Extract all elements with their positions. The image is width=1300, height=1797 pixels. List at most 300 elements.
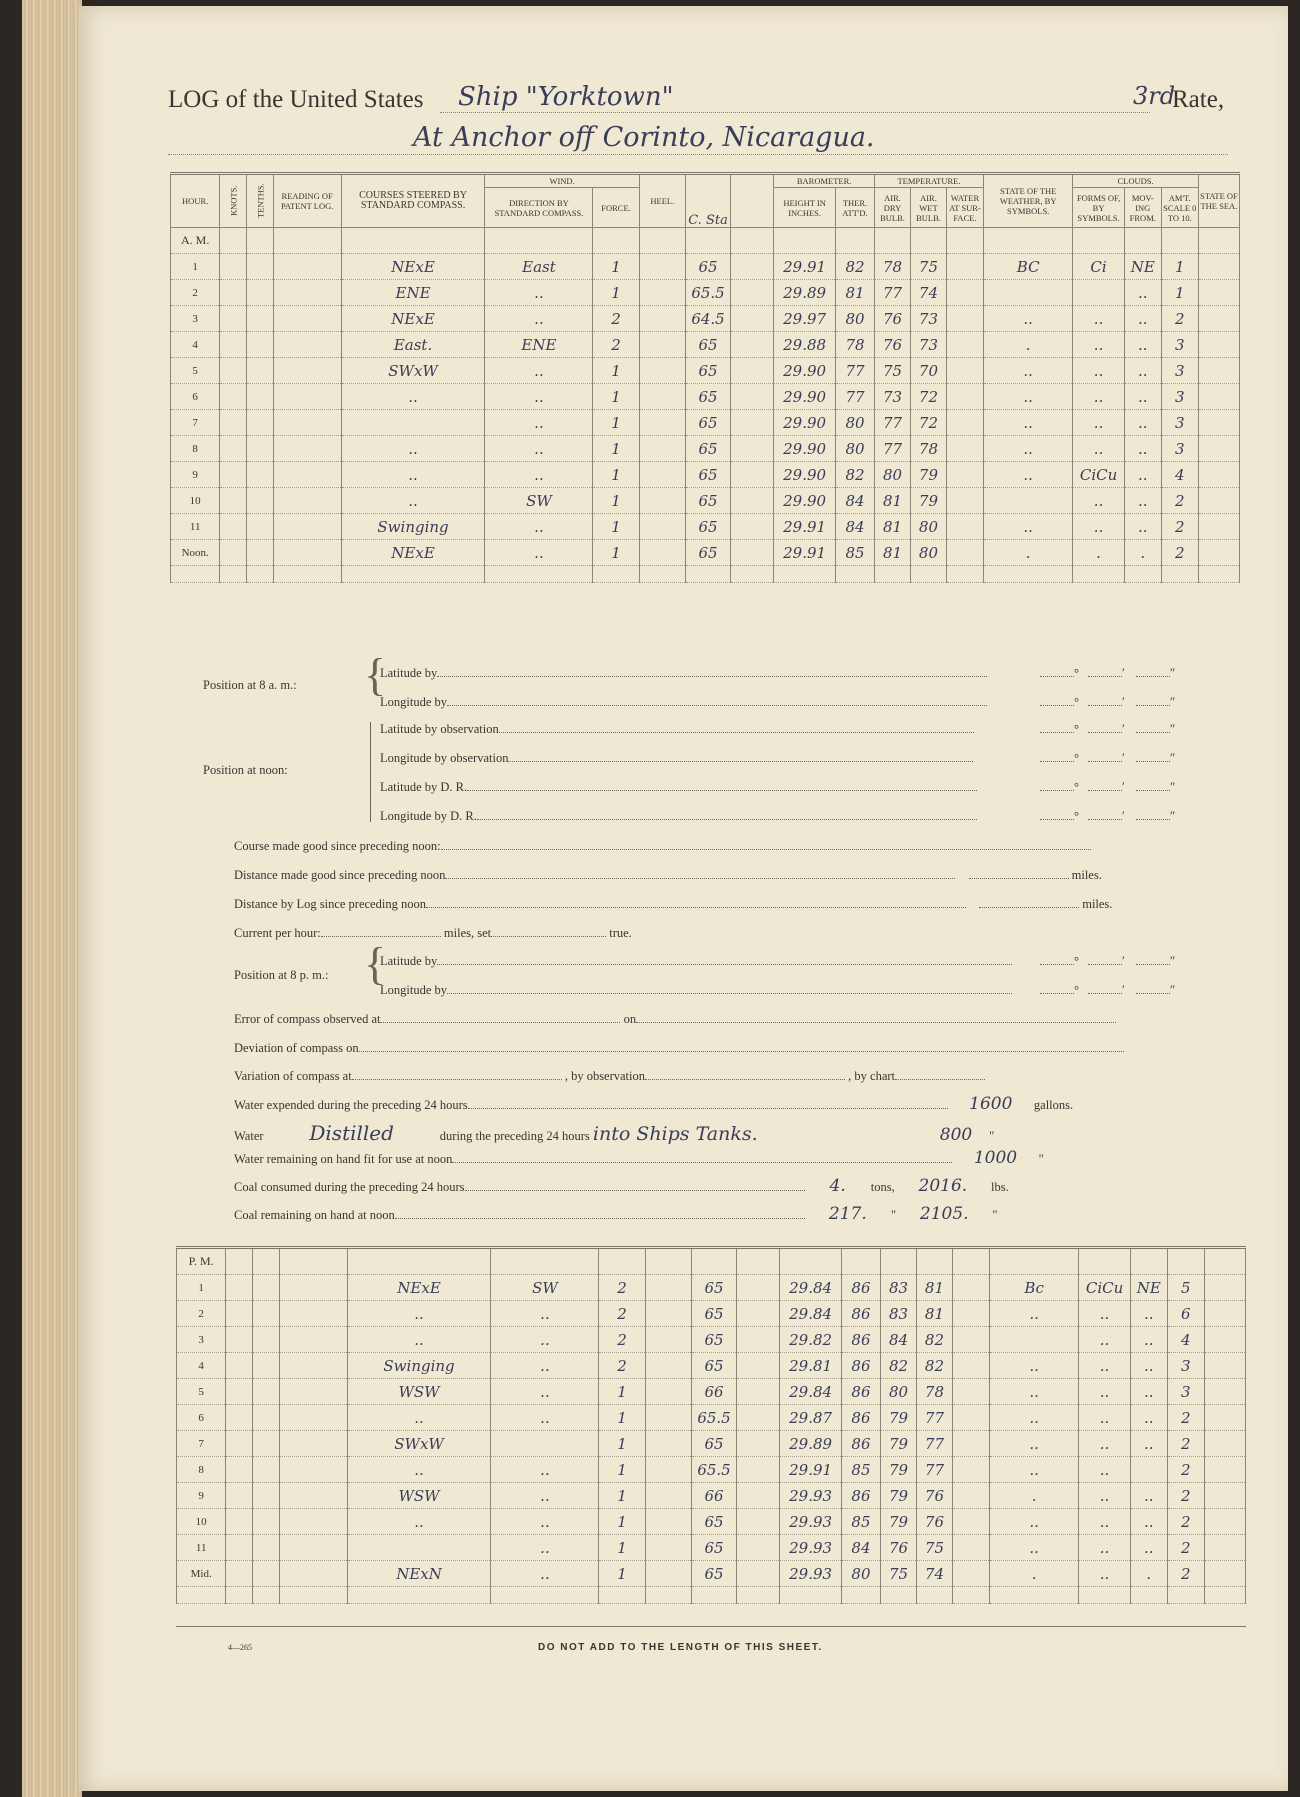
pm-cell-empty [952, 1275, 989, 1301]
pos-noon-lat-dr-label: Latitude by D. R. [380, 780, 468, 794]
am-cell-empty [731, 306, 774, 332]
pos-8pm-label: Position at 8 p. m.: [234, 968, 329, 982]
pm-cell-forms: .. [1079, 1431, 1130, 1457]
pm-cell-empty [737, 1379, 780, 1405]
am-cell-empty [639, 280, 685, 306]
am-cell-dir: .. [485, 306, 593, 332]
am-cell-wet: 78 [910, 436, 946, 462]
pm-cell-empty [952, 1509, 989, 1535]
pm-cell-forms: .. [1079, 1535, 1130, 1561]
log-title-prefix: LOG of the United States [168, 86, 424, 113]
am-cell-dir: .. [485, 514, 593, 540]
pm-cell-empty [952, 1353, 989, 1379]
pm-row [177, 1535, 1246, 1561]
am-cell-hour: 9 [171, 462, 220, 488]
pm-cell-empty [737, 1509, 780, 1535]
pm-cell-course: SWxW [347, 1431, 491, 1457]
pm-cell-empty [279, 1327, 347, 1353]
pm-cell-c: 65 [691, 1327, 736, 1353]
am-cell-forms: .. [1073, 332, 1124, 358]
pm-cell-moving: .. [1130, 1535, 1167, 1561]
am-cell-dry: 80 [875, 462, 911, 488]
pm-cell-dry: 82 [881, 1353, 917, 1379]
pm-cell-forms: .. [1079, 1379, 1130, 1405]
dms-min-field [1088, 750, 1125, 766]
pos-8pm-long-row [380, 982, 1012, 998]
pm-cell-height: 29.87 [780, 1405, 842, 1431]
dms-min-field [1088, 694, 1125, 710]
am-cell-dir: SW [485, 488, 593, 514]
pm-cell-ther: 86 [841, 1405, 880, 1431]
pm-cell-empty [952, 1535, 989, 1561]
am-cell-moving: .. [1124, 488, 1161, 514]
am-cell-amt: 1 [1161, 280, 1198, 306]
pm-cell-weather: . [989, 1561, 1078, 1587]
pm-cell-dir: .. [491, 1483, 599, 1509]
pm-cell-dry: 79 [881, 1405, 917, 1431]
pm-cell-empty [952, 1457, 989, 1483]
am-cell-dir: .. [485, 384, 593, 410]
pm-cell-empty [1204, 1353, 1245, 1379]
coal-remaining-tons-ditto: " [890, 1208, 897, 1222]
col-air-dry: AIR. DRY BULB. [875, 188, 911, 228]
am-cell-empty [247, 514, 274, 540]
am-cell-forms: .. [1073, 410, 1124, 436]
coal-remaining-row [234, 1204, 997, 1224]
am-cell-wet: 75 [910, 254, 946, 280]
dms-sec-field [1136, 953, 1175, 969]
am-cell-amt: 2 [1161, 306, 1198, 332]
dms-deg-mark: ° [1074, 983, 1079, 997]
water-remaining-label: Water remaining on hand fit for use at noon [234, 1152, 453, 1166]
am-cell-dir: .. [485, 280, 593, 306]
pm-cell-empty [253, 1353, 280, 1379]
am-cell-empty [946, 332, 983, 358]
am-cell-dry: 81 [875, 514, 911, 540]
pm-cell-wet: 77 [916, 1431, 952, 1457]
pm-cell-empty [226, 1561, 253, 1587]
pm-cell-forms: .. [1079, 1457, 1130, 1483]
am-cell-height: 29.91 [774, 254, 836, 280]
am-cell-empty [247, 358, 274, 384]
col-knots: KNOTS. [220, 174, 247, 228]
pm-cell-moving: .. [1130, 1509, 1167, 1535]
am-cell-empty [247, 254, 274, 280]
am-cell-empty [273, 280, 341, 306]
pm-cell-amt: 4 [1167, 1327, 1204, 1353]
dms-sec-field [1136, 750, 1175, 766]
pm-cell-empty [952, 1405, 989, 1431]
am-cell-c: 65 [685, 410, 730, 436]
am-cell-amt: 4 [1161, 462, 1198, 488]
pm-cell-forms: .. [1079, 1483, 1130, 1509]
col-wind-force: FORCE. [593, 188, 639, 228]
am-cell-wet: 79 [910, 462, 946, 488]
pm-cell-empty [279, 1457, 347, 1483]
pm-cell-empty [253, 1431, 280, 1457]
pm-cell-empty [226, 1509, 253, 1535]
pm-cell-force: 1 [599, 1483, 645, 1509]
pm-cell-empty [645, 1483, 691, 1509]
pm-row [177, 1561, 1246, 1587]
am-cell-wet: 73 [910, 306, 946, 332]
pm-cell-force: 1 [599, 1561, 645, 1587]
pos-8pm-lat-row [380, 953, 1012, 969]
water-distilled: Distilled [309, 1121, 394, 1145]
pm-cell-weather: .. [989, 1535, 1078, 1561]
ship-location: At Anchor off Corinto, Nicaragua. [413, 122, 875, 153]
am-row [171, 332, 1240, 358]
am-cell-empty [946, 384, 983, 410]
pm-cell-force: 1 [599, 1457, 645, 1483]
am-cell-ther: 82 [835, 462, 874, 488]
pm-cell-weather [989, 1327, 1078, 1353]
am-cell-ther: 77 [835, 384, 874, 410]
am-cell-height: 29.89 [774, 280, 836, 306]
am-cell-moving: .. [1124, 384, 1161, 410]
dms-min-field [1088, 665, 1125, 681]
pos-8pm-lat-label: Latitude by [380, 954, 438, 968]
pm-cell-wet: 82 [916, 1353, 952, 1379]
am-cell-forms [1073, 280, 1124, 306]
pm-cell-height: 29.91 [780, 1457, 842, 1483]
pm-cell-ther: 86 [841, 1483, 880, 1509]
am-cell-hour: 7 [171, 410, 220, 436]
pm-cell-empty [1204, 1483, 1245, 1509]
pm-cell-empty [253, 1405, 280, 1431]
am-cell-hour: 5 [171, 358, 220, 384]
pm-cell-forms: .. [1079, 1405, 1130, 1431]
pm-cell-weather: .. [989, 1353, 1078, 1379]
dms-deg-mark: ° [1074, 695, 1079, 709]
am-cell-empty [247, 488, 274, 514]
current-true: true. [609, 926, 632, 940]
pm-cell-empty [952, 1327, 989, 1353]
book-page-edges [22, 0, 82, 1797]
pm-cell-empty [279, 1301, 347, 1327]
am-cell-dry: 77 [875, 280, 911, 306]
am-cell-force: 1 [593, 358, 639, 384]
pm-cell-dir: .. [491, 1327, 599, 1353]
pm-cell-wet: 77 [916, 1405, 952, 1431]
coal-consumed-tons: 4. [829, 1176, 846, 1196]
col-barometer: BAROMETER. [774, 174, 875, 188]
dms-deg-mark: ° [1074, 809, 1079, 823]
pm-cell-empty [279, 1431, 347, 1457]
pm-cell-empty [952, 1379, 989, 1405]
pm-cell-course: NExN [347, 1561, 491, 1587]
col-sea: STATE OF THE SEA. [1198, 174, 1239, 228]
pm-cell-height: 29.84 [780, 1301, 842, 1327]
dist-log-row [234, 896, 1112, 912]
pm-cell-hour: 9 [177, 1483, 226, 1509]
am-cell-course: .. [341, 462, 485, 488]
pm-cell-empty [1204, 1535, 1245, 1561]
pm-cell-force: 1 [599, 1509, 645, 1535]
am-cell-height: 29.90 [774, 488, 836, 514]
pm-cell-empty [279, 1379, 347, 1405]
pm-cell-empty [1204, 1561, 1245, 1587]
pm-cell-empty [253, 1509, 280, 1535]
am-cell-hour: 4 [171, 332, 220, 358]
am-cell-empty [247, 306, 274, 332]
pm-cell-moving: .. [1130, 1353, 1167, 1379]
pm-row [177, 1379, 1246, 1405]
am-cell-moving: .. [1124, 280, 1161, 306]
am-cell-weather: .. [983, 358, 1072, 384]
pm-cell-course: .. [347, 1457, 491, 1483]
dms-deg-mark: ° [1074, 954, 1079, 968]
pm-cell-empty [279, 1353, 347, 1379]
coal-remaining-lbs-ditto: " [992, 1208, 998, 1222]
deviation-row [234, 1040, 1124, 1056]
pm-cell-empty [952, 1301, 989, 1327]
dist-log-label: Distance by Log since preceding noon [234, 897, 426, 911]
pm-cell-empty [253, 1561, 280, 1587]
pm-cell-force: 2 [599, 1301, 645, 1327]
am-cell-dir: .. [485, 540, 593, 566]
am-row [171, 462, 1240, 488]
am-cell-empty [273, 540, 341, 566]
pm-cell-empty [737, 1561, 780, 1587]
pm-cell-wet: 76 [916, 1509, 952, 1535]
deviation-label: Deviation of compass on [234, 1041, 359, 1055]
am-cell-wet: 80 [910, 514, 946, 540]
am-cell-empty [731, 332, 774, 358]
pm-cell-dir: .. [491, 1405, 599, 1431]
pos-noon-lat-obs-label: Latitude by observation [380, 722, 499, 736]
am-cell-empty [639, 540, 685, 566]
dms-deg-field [1040, 665, 1079, 681]
am-row [171, 254, 1240, 280]
coal-consumed-row [234, 1176, 1009, 1196]
am-cell-empty [273, 436, 341, 462]
am-cell-hour: 10 [171, 488, 220, 514]
am-row [171, 436, 1240, 462]
am-cell-weather [983, 488, 1072, 514]
pm-cell-dir: SW [491, 1275, 599, 1301]
pm-cell-empty [253, 1275, 280, 1301]
am-cell-weather [983, 280, 1072, 306]
pm-cell-wet: 81 [916, 1275, 952, 1301]
coal-remaining-lbs: 2105. [919, 1204, 969, 1224]
am-cell-force: 2 [593, 332, 639, 358]
water-distilled-value: 800 [939, 1125, 973, 1145]
pm-cell-empty [1204, 1405, 1245, 1431]
am-cell-empty [946, 306, 983, 332]
dms-sec-field [1136, 982, 1175, 998]
pm-cell-weather: .. [989, 1405, 1078, 1431]
pm-cell-empty [737, 1535, 780, 1561]
pm-cell-dry: 83 [881, 1275, 917, 1301]
pm-cell-force: 2 [599, 1275, 645, 1301]
pm-cell-dry: 83 [881, 1301, 917, 1327]
pm-cell-empty [1204, 1457, 1245, 1483]
pm-cell-moving [1130, 1457, 1167, 1483]
col-bar-height: HEIGHT IN INCHES. [774, 188, 836, 228]
pos-noon-long-obs-row [380, 750, 973, 766]
am-cell-dry: 77 [875, 410, 911, 436]
pm-cell-empty [645, 1509, 691, 1535]
pm-cell-hour: 10 [177, 1509, 226, 1535]
pm-cell-c: 65 [691, 1275, 736, 1301]
pm-cell-dry: 75 [881, 1561, 917, 1587]
dms-min-mark: ′ [1122, 780, 1125, 794]
pm-cell-course: .. [347, 1327, 491, 1353]
pm-cell-empty [952, 1483, 989, 1509]
am-row [171, 306, 1240, 332]
coal-remaining-label: Coal remaining on hand at noon [234, 1208, 395, 1222]
pm-cell-ther: 86 [841, 1379, 880, 1405]
am-cell-force: 1 [593, 384, 639, 410]
col-blank-handwritten: C. Sta [688, 213, 728, 228]
am-row [171, 488, 1240, 514]
pm-cell-ther: 85 [841, 1509, 880, 1535]
am-cell-dry: 76 [875, 306, 911, 332]
pm-cell-c: 65 [691, 1509, 736, 1535]
am-cell-dir: East [485, 254, 593, 280]
brace-noon [370, 722, 377, 822]
am-cell-c: 65.5 [685, 280, 730, 306]
pm-cell-weather: Bc [989, 1275, 1078, 1301]
am-cell-force: 1 [593, 254, 639, 280]
am-cell-force: 1 [593, 488, 639, 514]
pm-cell-empty [226, 1483, 253, 1509]
dms-sec-mark: ″ [1170, 983, 1176, 997]
pm-cell-empty [253, 1535, 280, 1561]
pm-cell-c: 65 [691, 1535, 736, 1561]
am-cell-empty [220, 280, 247, 306]
dms-min-field [1088, 808, 1125, 824]
dms-deg-mark: ° [1074, 666, 1079, 680]
am-cell-force: 1 [593, 280, 639, 306]
am-cell-forms: . [1073, 540, 1124, 566]
dms-deg-field [1040, 982, 1079, 998]
dms-sec-mark: ″ [1170, 695, 1176, 709]
pm-cell-empty [226, 1431, 253, 1457]
form-number: 4—265 [228, 1643, 252, 1652]
col-temperature: TEMPERATURE. [875, 174, 984, 188]
pm-cell-empty [253, 1327, 280, 1353]
water-expended-value: 1600 [969, 1094, 1013, 1114]
water-remaining-value: 1000 [973, 1148, 1018, 1168]
pm-cell-dry: 80 [881, 1379, 917, 1405]
am-cell-ther: 78 [835, 332, 874, 358]
am-cell-height: 29.91 [774, 540, 836, 566]
am-cell-empty [731, 280, 774, 306]
error-label: Error of compass observed at [234, 1012, 381, 1026]
coal-tons-label: tons, [870, 1180, 895, 1194]
am-cell-course: NExE [341, 540, 485, 566]
am-cell-forms: Ci [1073, 254, 1124, 280]
pm-cell-ther: 84 [841, 1535, 880, 1561]
am-cell-course: .. [341, 488, 485, 514]
am-cell-empty [220, 436, 247, 462]
am-cell-empty [247, 384, 274, 410]
pm-cell-hour: 1 [177, 1275, 226, 1301]
am-cell-amt: 1 [1161, 254, 1198, 280]
pm-cell-c: 66 [691, 1483, 736, 1509]
pos-8am-lat-row [380, 665, 987, 681]
am-cell-force: 1 [593, 514, 639, 540]
pm-cell-wet: 82 [916, 1327, 952, 1353]
dms-deg-mark: ° [1074, 722, 1079, 736]
col-hour: HOUR. [171, 174, 220, 228]
pm-cell-c: 66 [691, 1379, 736, 1405]
current-miles-set: miles, set [443, 926, 492, 940]
am-cell-ther: 84 [835, 514, 874, 540]
pm-cell-weather: .. [989, 1431, 1078, 1457]
am-cell-empty [247, 332, 274, 358]
pm-cell-dir: .. [491, 1457, 599, 1483]
am-cell-course: Swinging [341, 514, 485, 540]
pm-row [177, 1327, 1246, 1353]
am-cell-dry: 75 [875, 358, 911, 384]
am-cell-empty [946, 254, 983, 280]
pm-cell-empty [226, 1301, 253, 1327]
am-cell-force: 2 [593, 306, 639, 332]
pm-cell-height: 29.89 [780, 1431, 842, 1457]
am-cell-empty [731, 410, 774, 436]
am-cell-empty [220, 410, 247, 436]
pm-cell-height: 29.93 [780, 1483, 842, 1509]
am-cell-dir: .. [485, 358, 593, 384]
pm-cell-forms: .. [1079, 1301, 1130, 1327]
am-cell-empty [1198, 514, 1239, 540]
am-cell-wet: 74 [910, 280, 946, 306]
error-on: on [623, 1012, 637, 1026]
pos-8am-long-row [380, 694, 987, 710]
am-cell-dir: ENE [485, 332, 593, 358]
am-cell-empty [639, 358, 685, 384]
col-patent-log: READING OF PATENT LOG. [273, 174, 341, 228]
pm-cell-empty [737, 1327, 780, 1353]
pm-cell-weather: .. [989, 1457, 1078, 1483]
am-cell-wet: 70 [910, 358, 946, 384]
am-cell-empty [731, 488, 774, 514]
am-cell-moving: .. [1124, 410, 1161, 436]
coal-lbs-label: lbs. [990, 1180, 1009, 1194]
am-cell-forms: .. [1073, 384, 1124, 410]
pm-cell-hour: 3 [177, 1327, 226, 1353]
dms-min-mark: ′ [1122, 983, 1125, 997]
pm-cell-course [347, 1535, 491, 1561]
am-cell-empty [1198, 488, 1239, 514]
variation-by-chart: , by chart [848, 1069, 895, 1083]
dms-min-mark: ′ [1122, 809, 1125, 823]
am-cell-dry: 76 [875, 332, 911, 358]
dist-good-miles: miles. [1071, 868, 1102, 882]
pm-cell-forms: .. [1079, 1327, 1130, 1353]
pm-cell-course: .. [347, 1509, 491, 1535]
am-cell-empty [1198, 540, 1239, 566]
pm-cell-dry: 76 [881, 1535, 917, 1561]
am-cell-hour: 1 [171, 254, 220, 280]
dms-deg-field [1040, 953, 1079, 969]
log-page [78, 6, 1288, 1791]
pm-cell-c: 65 [691, 1561, 736, 1587]
am-cell-height: 29.90 [774, 384, 836, 410]
am-cell-amt: 3 [1161, 358, 1198, 384]
am-cell-weather: .. [983, 384, 1072, 410]
pm-bottom-rule [176, 1626, 1246, 1627]
col-heel: HEEL. [639, 174, 685, 228]
pos-noon-lat-obs-row [380, 721, 974, 737]
am-cell-hour: 6 [171, 384, 220, 410]
am-cell-amt: 3 [1161, 332, 1198, 358]
am-cell-course [341, 410, 485, 436]
pm-cell-height: 29.84 [780, 1275, 842, 1301]
